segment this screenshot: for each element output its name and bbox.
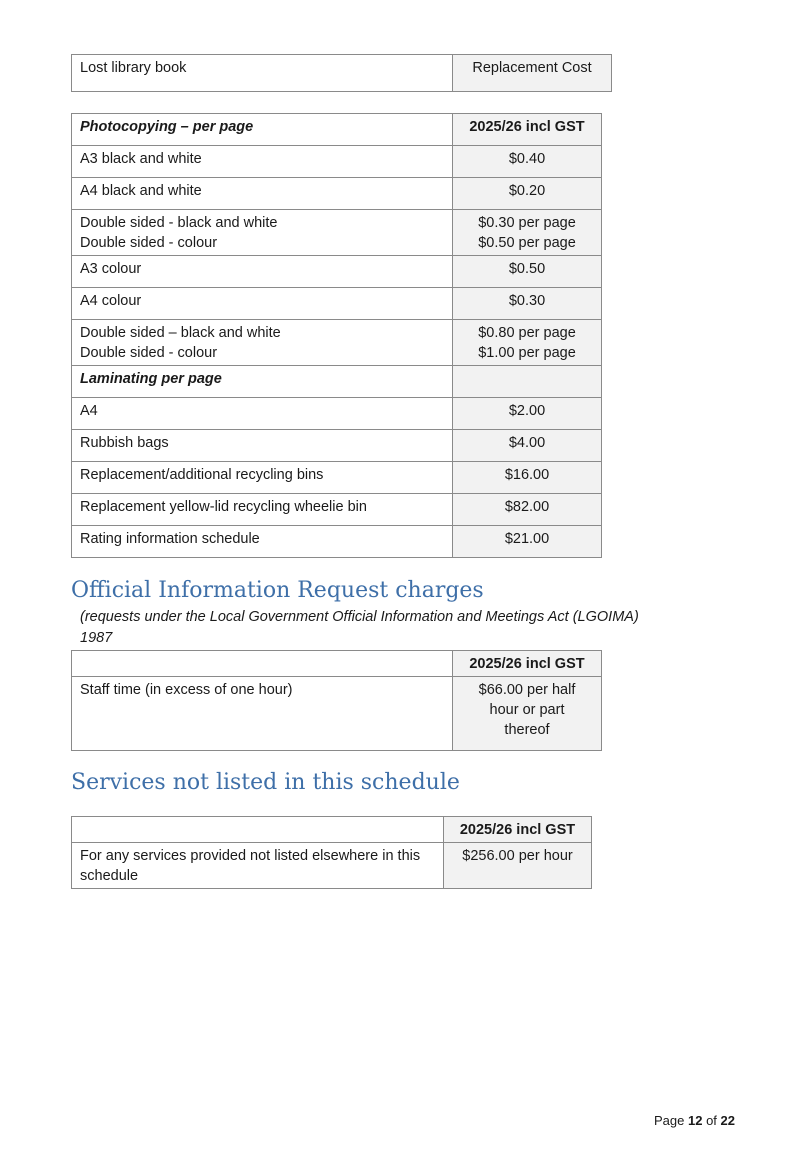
table-header-row <box>72 114 602 146</box>
price-cell: $4.00 <box>453 430 602 462</box>
price-cell-empty <box>453 366 602 398</box>
section-header-laminating: Laminating per page <box>72 366 453 398</box>
price-cell: $21.00 <box>453 526 602 558</box>
table-row <box>72 256 602 288</box>
section-heading-oir: Official Information Request charges <box>71 578 484 603</box>
item-cell: Replacement yellow-lid recycling wheelie bin <box>72 494 453 526</box>
price-cell: $0.50 <box>453 256 602 288</box>
item-cell: Rubbish bags <box>72 430 453 462</box>
item-cell: Staff time (in excess of one hour) <box>72 677 453 751</box>
price-cell: Replacement Cost <box>453 55 612 92</box>
table-row <box>72 430 602 462</box>
table-row <box>72 288 602 320</box>
item-cell: For any services provided not listed elsewhere in this schedule <box>72 843 444 889</box>
price-cell: $0.30 <box>453 288 602 320</box>
item-cell: Lost library book <box>72 55 453 92</box>
services-not-listed-table <box>71 816 592 889</box>
column-header-empty <box>72 651 453 677</box>
table-row <box>72 55 612 92</box>
price-cell: $0.30 per page $0.50 per page <box>453 210 602 256</box>
price-cell: $0.20 <box>453 178 602 210</box>
table-subheader-row <box>72 366 602 398</box>
item-cell: Double sided - black and white Double sided - colour <box>72 210 453 256</box>
page-number: Page 12 of 22 <box>653 1113 735 1128</box>
section-header-photocopying: Photocopying – per page <box>72 114 453 146</box>
item-cell: A3 colour <box>72 256 453 288</box>
price-cell: $256.00 per hour <box>444 843 592 889</box>
item-cell: Replacement/additional recycling bins <box>72 462 453 494</box>
table-row <box>72 677 602 751</box>
item-cell: A4 <box>72 398 453 430</box>
table-header-row <box>72 651 602 677</box>
price-cell: $0.40 <box>453 146 602 178</box>
table-header-row <box>72 817 592 843</box>
column-header-price: 2025/26 incl GST <box>444 817 592 843</box>
item-cell: A4 colour <box>72 288 453 320</box>
table-row <box>72 843 592 889</box>
section-note-oir: (requests under the Local Government Official Information and Meetings Act (LGOIMA) 1987 <box>80 609 639 646</box>
price-cell: $82.00 <box>453 494 602 526</box>
table-row <box>72 526 602 558</box>
column-header-price: 2025/26 incl GST <box>453 114 602 146</box>
table-row <box>72 210 602 256</box>
lost-library-book-table <box>71 54 612 92</box>
price-cell: $2.00 <box>453 398 602 430</box>
column-header-empty <box>72 817 444 843</box>
table-row <box>72 398 602 430</box>
price-cell: $0.80 per page $1.00 per page <box>453 320 602 366</box>
table-row <box>72 178 602 210</box>
item-cell: A3 black and white <box>72 146 453 178</box>
price-cell: $16.00 <box>453 462 602 494</box>
oir-charges-table <box>71 650 602 751</box>
table-row <box>72 320 602 366</box>
table-row <box>72 462 602 494</box>
price-cell: $66.00 per half hour or part thereof <box>453 677 602 751</box>
section-heading-services: Services not listed in this schedule <box>71 770 460 795</box>
item-cell: A4 black and white <box>72 178 453 210</box>
table-row <box>72 146 602 178</box>
item-cell: Rating information schedule <box>72 526 453 558</box>
item-cell: Double sided – black and white Double sided - colour <box>72 320 453 366</box>
column-header-price: 2025/26 incl GST <box>453 651 602 677</box>
photocopying-fees-table <box>71 113 602 558</box>
table-row <box>72 494 602 526</box>
